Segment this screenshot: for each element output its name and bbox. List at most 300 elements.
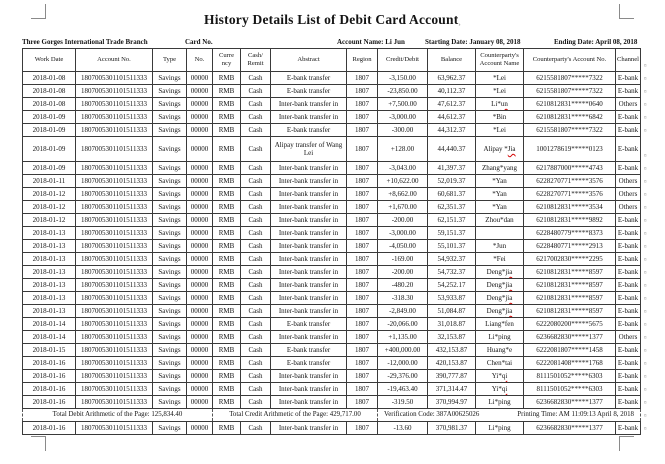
cell-channel: Others	[616, 201, 641, 214]
table-row	[23, 227, 641, 240]
cell-credit-debit: -3,150.00	[378, 72, 428, 85]
cell-cash-remit: Cash	[241, 370, 271, 383]
cell-currency: RMB	[213, 175, 241, 188]
ending-date: Ending Date: April 08, 2018	[554, 38, 638, 46]
end-of-row-mark: ¤	[644, 103, 647, 108]
end-of-row-mark: ¤	[644, 323, 647, 328]
cell-abstract: Inter-bank transfer in	[271, 188, 347, 201]
cell-cp-account-no: 1001278619*****0123	[524, 137, 616, 162]
cell-no: 00000	[187, 227, 213, 240]
cell-no: 00000	[187, 188, 213, 201]
cell-account-no: 1807005301101511333	[76, 111, 153, 124]
end-of-row-mark: ¤	[644, 362, 647, 367]
cell-type: Savings	[153, 370, 187, 383]
cell-region: 1807	[347, 396, 378, 409]
cell-cp-account-name	[476, 279, 524, 292]
cell-cash-remit: Cash	[241, 344, 271, 357]
table-row	[23, 292, 641, 305]
table-row	[23, 111, 641, 124]
cell-cash-remit: Cash	[241, 318, 271, 331]
cell-channel: E-bank	[616, 162, 641, 175]
cell-abstract: E-bank transfer	[271, 344, 347, 357]
cell-balance: 420,153.87	[428, 357, 476, 370]
cell-account-no: 1807005301101511333	[76, 292, 153, 305]
cell-work-date: 2018-01-11	[23, 175, 76, 188]
cell-cash-remit: Cash	[241, 72, 271, 85]
cell-work-date: 2018-01-08	[23, 85, 76, 98]
cell-credit-debit: -20,066.00	[378, 318, 428, 331]
cell-cp-account-no: 6228270771*****3576	[524, 175, 616, 188]
cell-cash-remit: Cash	[241, 214, 271, 227]
cell-type: Savings	[153, 124, 187, 137]
cell-abstract: E-bank transfer	[271, 124, 347, 137]
table-row	[23, 175, 641, 188]
cell-type: Savings	[153, 85, 187, 98]
cp-name-text: Deng*	[486, 267, 506, 276]
cell-work-date: 2018-01-14	[23, 318, 76, 331]
cp-name-text: Yi*	[491, 371, 502, 380]
cp-name-text: *Yan	[492, 176, 507, 185]
cell-work-date: 2018-01-16	[23, 370, 76, 383]
cp-name-spellcheck-text: Jia	[507, 144, 516, 153]
cp-name-text: *Lei	[493, 86, 506, 95]
cell-type: Savings	[153, 292, 187, 305]
cell-no: 00000	[187, 279, 213, 292]
cell-cp-account-no: 6236682830*****1377	[524, 396, 616, 409]
cell-currency: RMB	[213, 370, 241, 383]
cell-cp-account-name	[476, 214, 524, 227]
cp-name-text: *Yan	[492, 202, 507, 211]
cell-abstract: Inter-bank transfer in	[271, 292, 347, 305]
table-row	[23, 305, 641, 318]
cp-name-text: Li*ping	[488, 332, 511, 341]
cell-currency: RMB	[213, 214, 241, 227]
column-header-abstract: Abstract	[271, 49, 347, 72]
end-of-row-mark: ¤	[644, 232, 647, 237]
cell-abstract: E-bank transfer	[271, 357, 347, 370]
cell-type: Savings	[153, 201, 187, 214]
end-of-row-mark: ¤	[644, 245, 647, 250]
table-row	[23, 344, 641, 357]
cell-cp-account-no: 6228270771*****3576	[524, 188, 616, 201]
cell-balance: 370,994.97	[428, 396, 476, 409]
cell-channel: Others	[616, 188, 641, 201]
cell-work-date: 2018-01-12	[23, 201, 76, 214]
table-row	[23, 162, 641, 175]
cell-region: 1807	[347, 240, 378, 253]
branch-name: Three Gorges International Trade Branch	[22, 38, 148, 46]
cell-credit-debit: -23,850.00	[378, 85, 428, 98]
cell-work-date: 2018-01-08	[23, 72, 76, 85]
end-of-row-mark: ¤	[644, 388, 647, 393]
cell-credit-debit: +10,622.00	[378, 175, 428, 188]
cell-abstract: Inter-bank transfer in	[271, 305, 347, 318]
cell-cp-account-no: 6210812831*****8597	[524, 279, 616, 292]
cell-account-no: 1807005301101511333	[76, 214, 153, 227]
cell-currency: RMB	[213, 72, 241, 85]
cell-credit-debit: -4,050.00	[378, 240, 428, 253]
end-of-row-mark: ¤	[644, 167, 647, 172]
cell-type: Savings	[153, 214, 187, 227]
cell-cash-remit: Cash	[241, 253, 271, 266]
cp-name-text: *Jun	[492, 241, 507, 250]
cell-abstract: Inter-bank transfer in	[271, 175, 347, 188]
end-of-row-mark: ¤	[644, 90, 647, 95]
cell-work-date: 2018-01-13	[23, 266, 76, 279]
cell-abstract: Inter-bank transfer in	[271, 240, 347, 253]
cell-currency: RMB	[213, 344, 241, 357]
cell-credit-debit: -480.20	[378, 279, 428, 292]
cell-credit-debit: +7,500.00	[378, 98, 428, 111]
cell-no: 00000	[187, 162, 213, 175]
cell-balance: 32,153.87	[428, 331, 476, 344]
cell-currency: RMB	[213, 357, 241, 370]
cell-currency: RMB	[213, 85, 241, 98]
cell-cp-account-name	[476, 422, 524, 435]
cell-currency: RMB	[213, 383, 241, 396]
cell-abstract: Inter-bank transfer in	[271, 383, 347, 396]
cell-account-no: 1807005301101511333	[76, 72, 153, 85]
cell-cp-account-no: 6210812831*****3534	[524, 201, 616, 214]
cell-abstract: Inter-bank transfer in	[271, 279, 347, 292]
end-of-row-mark: ¤	[644, 427, 647, 432]
starting-date: Starting Date: January 08, 2018	[425, 38, 521, 46]
cell-type: Savings	[153, 98, 187, 111]
cell-region: 1807	[347, 124, 378, 137]
cp-name-text: Zhang*yang	[482, 163, 517, 172]
cell-type: Savings	[153, 227, 187, 240]
cell-region: 1807	[347, 422, 378, 435]
cp-name-spellcheck-text: qi	[501, 384, 508, 393]
cp-name-text: *Bin	[492, 112, 507, 121]
cell-cp-account-name	[476, 162, 524, 175]
cell-abstract: Inter-bank transfer in	[271, 201, 347, 214]
cell-account-no: 1807005301101511333	[76, 422, 153, 435]
cp-name-text: Chen*tai	[486, 358, 513, 367]
cp-name-text: Liang*fen	[485, 319, 514, 328]
cell-account-no: 1807005301101511333	[76, 396, 153, 409]
cp-name-text: Zhou*dan	[485, 215, 514, 224]
cp-name-text: Li*ping	[488, 397, 511, 406]
cell-cp-account-no: 8111501052*****6303	[524, 383, 616, 396]
cell-channel: E-bank	[616, 227, 641, 240]
cell-channel: E-bank	[616, 383, 641, 396]
cell-abstract: Inter-bank transfer in	[271, 111, 347, 124]
cell-work-date: 2018-01-13	[23, 253, 76, 266]
cell-type: Savings	[153, 344, 187, 357]
table-row	[23, 318, 641, 331]
cell-region: 1807	[347, 175, 378, 188]
cell-balance: 432,153.87	[428, 344, 476, 357]
cell-cp-account-name	[476, 188, 524, 201]
cell-no: 00000	[187, 305, 213, 318]
cell-region: 1807	[347, 72, 378, 85]
cell-credit-debit: +1,670.00	[378, 201, 428, 214]
end-of-row-mark: ¤	[644, 271, 647, 276]
cell-cp-account-no: 6236682830*****1377	[524, 331, 616, 344]
crop-mark-bottom-left	[31, 436, 46, 451]
cell-credit-debit: -29,376.00	[378, 370, 428, 383]
cell-currency: RMB	[213, 305, 241, 318]
table-row	[23, 98, 641, 111]
cp-name-spellcheck-text: qi	[501, 371, 508, 380]
cell-work-date: 2018-01-09	[23, 162, 76, 175]
cell-cp-account-no: 6215581807*****7322	[524, 72, 616, 85]
cell-cp-account-no: 6217887000*****4743	[524, 162, 616, 175]
cell-no: 00000	[187, 98, 213, 111]
cell-channel: E-bank	[616, 137, 641, 162]
cell-cp-account-no: 6210812831*****8597	[524, 292, 616, 305]
cell-balance: 31,018.87	[428, 318, 476, 331]
cell-balance: 63,962.37	[428, 72, 476, 85]
table-row	[23, 137, 641, 162]
cell-no: 00000	[187, 72, 213, 85]
cell-cash-remit: Cash	[241, 162, 271, 175]
cell-cp-account-no: 6215581807*****7322	[524, 85, 616, 98]
cell-credit-debit: -13.60	[378, 422, 428, 435]
cell-channel: E-bank	[616, 370, 641, 383]
cell-channel: E-bank	[616, 292, 641, 305]
cell-type: Savings	[153, 175, 187, 188]
cell-work-date: 2018-01-12	[23, 188, 76, 201]
cell-currency: RMB	[213, 162, 241, 175]
cell-type: Savings	[153, 188, 187, 201]
cell-type: Savings	[153, 383, 187, 396]
cell-work-date: 2018-01-13	[23, 292, 76, 305]
cell-no: 00000	[187, 383, 213, 396]
cell-region: 1807	[347, 266, 378, 279]
cell-cash-remit: Cash	[241, 111, 271, 124]
cell-type: Savings	[153, 305, 187, 318]
table-row	[23, 72, 641, 85]
cp-name-text: Deng*	[486, 306, 506, 315]
cell-cp-account-no: 6222080200*****5675	[524, 318, 616, 331]
end-of-row-mark: ¤	[644, 284, 647, 289]
cell-region: 1807	[347, 344, 378, 357]
cell-credit-debit: -200.00	[378, 214, 428, 227]
cell-cash-remit: Cash	[241, 331, 271, 344]
cell-cp-account-name	[476, 201, 524, 214]
cp-name-text: Li*	[491, 99, 501, 108]
table-row	[23, 396, 641, 409]
cell-cash-remit: Cash	[241, 98, 271, 111]
cell-balance: 44,312.37	[428, 124, 476, 137]
table-row	[23, 188, 641, 201]
cell-account-no: 1807005301101511333	[76, 124, 153, 137]
cell-cp-account-no: 6210812831*****6842	[524, 111, 616, 124]
cell-type: Savings	[153, 266, 187, 279]
table-row	[23, 124, 641, 137]
cell-work-date: 2018-01-13	[23, 305, 76, 318]
cp-name-text: Alipay *	[483, 144, 508, 153]
cell-work-date: 2018-01-09	[23, 124, 76, 137]
cell-work-date: 2018-01-13	[23, 240, 76, 253]
end-of-row-mark: ¤	[644, 129, 647, 134]
table-row	[23, 331, 641, 344]
cell-cp-account-name	[476, 111, 524, 124]
cell-currency: RMB	[213, 201, 241, 214]
cell-region: 1807	[347, 305, 378, 318]
cell-credit-debit: -200.00	[378, 266, 428, 279]
cell-channel: E-bank	[616, 318, 641, 331]
cp-name-text: *Yan	[492, 189, 507, 198]
cell-no: 00000	[187, 344, 213, 357]
cell-cp-account-name	[476, 383, 524, 396]
cell-cp-account-no: 6217002830*****2295	[524, 253, 616, 266]
statement-table	[22, 48, 641, 435]
cell-no: 00000	[187, 292, 213, 305]
cell-cash-remit: Cash	[241, 279, 271, 292]
cell-work-date: 2018-01-16	[23, 383, 76, 396]
cell-cash-remit: Cash	[241, 305, 271, 318]
cell-cp-account-name	[476, 370, 524, 383]
cell-balance: 47,612.37	[428, 98, 476, 111]
cell-cp-account-name	[476, 292, 524, 305]
cp-name-text: Deng*	[486, 280, 506, 289]
cell-account-no: 1807005301101511333	[76, 240, 153, 253]
cell-cash-remit: Cash	[241, 124, 271, 137]
cell-no: 00000	[187, 357, 213, 370]
cell-abstract: E-bank transfer	[271, 72, 347, 85]
cell-work-date: 2018-01-09	[23, 111, 76, 124]
cell-balance: 390,777.87	[428, 370, 476, 383]
cell-credit-debit: -19,463.40	[378, 383, 428, 396]
cell-region: 1807	[347, 292, 378, 305]
crop-mark-bottom-right	[619, 436, 634, 451]
cell-abstract: Inter-bank transfer in	[271, 370, 347, 383]
cell-type: Savings	[153, 279, 187, 292]
cp-name-text: *Lei	[493, 73, 506, 82]
cell-region: 1807	[347, 370, 378, 383]
cell-balance: 62,151.37	[428, 214, 476, 227]
cell-currency: RMB	[213, 240, 241, 253]
cell-balance: 44,612.37	[428, 111, 476, 124]
end-of-row-mark: ¤	[644, 206, 647, 211]
end-of-row-mark: ¤	[644, 77, 647, 82]
cell-abstract: Alipay transfer of Wang Lei	[271, 137, 347, 162]
cell-no: 00000	[187, 331, 213, 344]
cell-channel: E-bank	[616, 266, 641, 279]
cell-cp-account-no: 6222081807*****1458	[524, 344, 616, 357]
column-header-channel: Channel	[616, 49, 641, 72]
cell-account-no: 1807005301101511333	[76, 279, 153, 292]
cell-currency: RMB	[213, 292, 241, 305]
cell-cp-account-name	[476, 396, 524, 409]
cell-no: 00000	[187, 111, 213, 124]
cell-currency: RMB	[213, 227, 241, 240]
cell-balance: 41,397.37	[428, 162, 476, 175]
end-of-row-mark: ¤	[644, 116, 647, 121]
cell-credit-debit: -3,000.00	[378, 227, 428, 240]
total-credit: Total Credit Arithmetic of the Page: 429,717.00	[213, 409, 378, 422]
column-header-region: Region	[347, 49, 378, 72]
cell-cp-account-name	[476, 98, 524, 111]
cell-cash-remit: Cash	[241, 188, 271, 201]
cp-name-spellcheck-text: jia	[505, 293, 513, 302]
cell-cp-account-name	[476, 240, 524, 253]
cell-channel: Others	[616, 331, 641, 344]
cell-account-no: 1807005301101511333	[76, 175, 153, 188]
column-header-work-date: Work Date	[23, 49, 76, 72]
cell-region: 1807	[347, 318, 378, 331]
cell-credit-debit: -318.30	[378, 292, 428, 305]
column-header-cp-account-name: Counterparty's Account Name	[476, 49, 524, 72]
cp-name-text: *Lei	[493, 125, 506, 134]
cell-credit-debit: +128.00	[378, 137, 428, 162]
cell-cash-remit: Cash	[241, 137, 271, 162]
cell-work-date: 2018-01-13	[23, 227, 76, 240]
cp-name-spellcheck-text: jia	[505, 306, 513, 315]
cell-work-date: 2018-01-13	[23, 279, 76, 292]
cell-cp-account-name	[476, 72, 524, 85]
cell-abstract: Inter-bank transfer in	[271, 214, 347, 227]
table-row	[23, 266, 641, 279]
cell-balance: 370,981.37	[428, 422, 476, 435]
cell-channel: E-bank	[616, 422, 641, 435]
end-of-row-mark: ¤	[644, 401, 647, 406]
end-of-row-mark: ¤	[644, 297, 647, 302]
cell-account-no: 1807005301101511333	[76, 137, 153, 162]
cell-credit-debit: +400,000.00	[378, 344, 428, 357]
table-row	[23, 422, 641, 435]
cell-cash-remit: Cash	[241, 422, 271, 435]
cell-credit-debit: +1,135.00	[378, 331, 428, 344]
end-of-row-mark: ¤	[644, 258, 647, 263]
column-header-no: No.	[187, 49, 213, 72]
cell-balance: 59,151.37	[428, 227, 476, 240]
cell-work-date: 2018-01-14	[23, 331, 76, 344]
column-header-cp-account-no: Counterparty's Account No.	[524, 49, 616, 72]
account-name: Account Name: Li Jun	[337, 38, 405, 46]
cp-name-text: Deng*	[486, 293, 506, 302]
cell-work-date: 2018-01-09	[23, 137, 76, 162]
cell-cp-account-no: 6210812831*****9892	[524, 214, 616, 227]
end-of-row-mark: ¤	[644, 349, 647, 354]
cell-currency: RMB	[213, 111, 241, 124]
cell-balance: 40,112.37	[428, 85, 476, 98]
cell-type: Savings	[153, 253, 187, 266]
cell-cash-remit: Cash	[241, 357, 271, 370]
cell-type: Savings	[153, 162, 187, 175]
cell-cp-account-name	[476, 253, 524, 266]
cell-abstract: Inter-bank transfer in	[271, 331, 347, 344]
cell-cp-account-name	[476, 227, 524, 240]
cell-cp-account-no: 6228480771*****2913	[524, 240, 616, 253]
cell-account-no: 1807005301101511333	[76, 344, 153, 357]
cell-currency: RMB	[213, 279, 241, 292]
cell-cp-account-no: 6228480779*****8373	[524, 227, 616, 240]
cell-cash-remit: Cash	[241, 85, 271, 98]
cell-work-date: 2018-01-08	[23, 98, 76, 111]
end-of-row-mark: ¤	[644, 154, 647, 159]
table-row	[23, 357, 641, 370]
cell-account-no: 1807005301101511333	[76, 253, 153, 266]
cell-cash-remit: Cash	[241, 175, 271, 188]
cell-currency: RMB	[213, 422, 241, 435]
cell-channel: E-bank	[616, 396, 641, 409]
cp-name-text: Li*ping	[488, 423, 511, 432]
cell-balance: 371,314.47	[428, 383, 476, 396]
verification-printing	[378, 409, 641, 422]
cell-work-date: 2018-01-16	[23, 422, 76, 435]
cell-account-no: 1807005301101511333	[76, 370, 153, 383]
cell-cp-account-name	[476, 344, 524, 357]
cell-cp-account-no: 8111501052*****6303	[524, 370, 616, 383]
cell-no: 00000	[187, 370, 213, 383]
cell-channel: E-bank	[616, 72, 641, 85]
cell-cp-account-name	[476, 266, 524, 279]
cell-channel: E-bank	[616, 214, 641, 227]
